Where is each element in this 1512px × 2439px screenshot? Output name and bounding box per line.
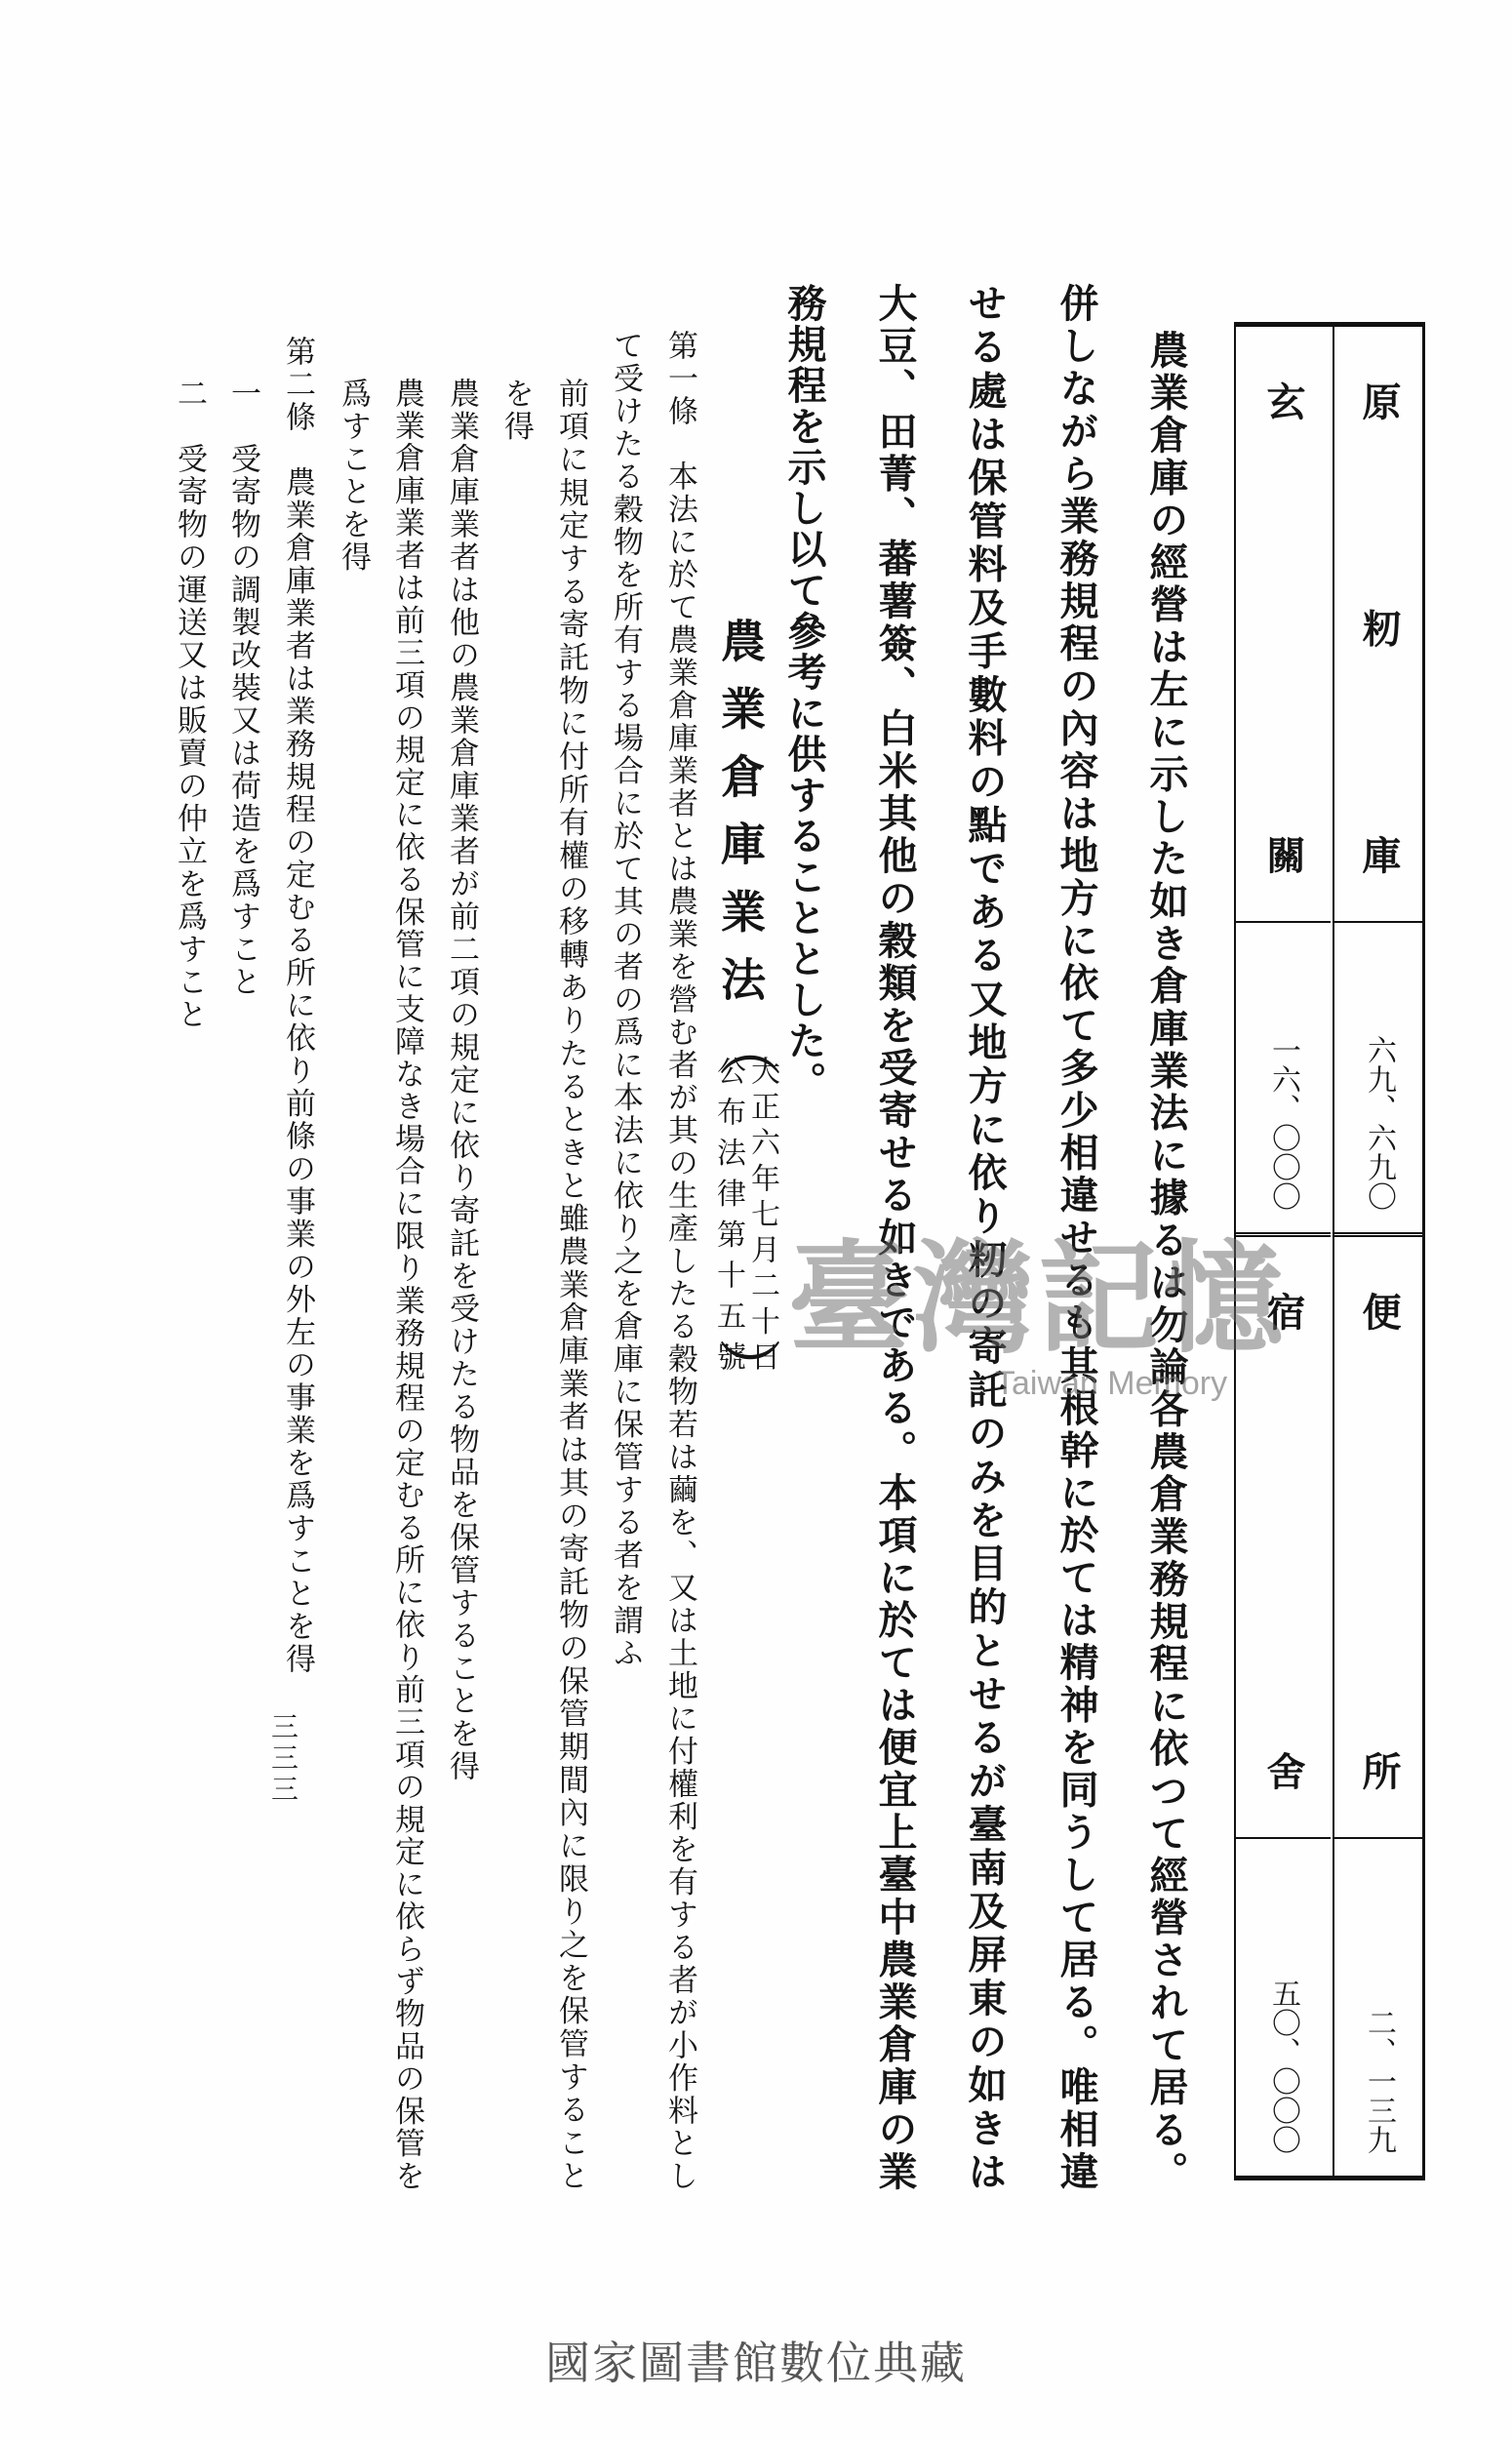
intro-column: 併しながら業務規程の內容は地方に依て多少相違せるも其根幹に於ては精神を同うして居る。唯相違 [1054, 283, 1099, 2190]
note-close-paren: ） [708, 1338, 780, 1400]
taiwan-memory-watermark-subtitle: Taiwan Memory [995, 1365, 1228, 1402]
law-article-column: 一 受寄物の調製改裝又は荷造を爲すこと [225, 378, 260, 999]
note-line: 大正六年七月二十日 [745, 1056, 779, 1371]
law-article-column: 二 受寄物の運送又は販賣の仲立を爲すこと [172, 378, 207, 1031]
archive-footer: 國家圖書館數位典藏 [545, 2337, 967, 2389]
law-article-column: 爲すことを得 [336, 378, 371, 574]
note-line: 公布法律第十五號 [711, 1056, 745, 1371]
intro-column: 農業倉庫の經營は左に示した如き倉庫業法に據るは勿論各農倉業務規程に依つて經營されて居る。 [1143, 330, 1189, 2190]
intro-column: 大豆、田菁、蕃薯簽、白米其他の穀類を受寄せる如きである。本項に於ては便宜上臺中農業倉庫の業 [872, 283, 918, 2190]
table-cell-label: 原籾庫 [1334, 327, 1422, 923]
law-article-column: て受けたる穀物を所有する場合に於て其の者の爲に本法に依り之を倉庫に保管する者を謂ふ [608, 330, 643, 1670]
taiwan-memory-watermark: 臺灣記憶 [788, 1228, 1289, 1370]
table-cell-value: 一六、〇〇〇 [1236, 923, 1331, 1237]
intro-column: せる處は保管料及手數料の點である又地方に依り籾の寄託のみを目的とせるが臺南及屏東の如きは [962, 283, 1008, 2190]
law-article-column: 農業倉庫業者は他の農業倉庫業者が前二項の規定に依り寄託を受けたる物品を保管することを得 [444, 378, 479, 1783]
law-article-column: 前項に規定する寄託物に付所有權の移轉ありたるときと雖農業倉庫業者は其の寄託物の保管期間內に限り之を保管すること [553, 378, 588, 2191]
law-article-column: を得 [498, 378, 534, 443]
table-cell-label: 宿舍 [1236, 1237, 1331, 1839]
law-enactment-note [704, 1015, 784, 1400]
page-number: 三三三 [267, 1712, 299, 1806]
table-cell-value: 二、一三九 [1362, 2008, 1396, 2154]
law-article-column: 農業倉庫業者は前三項の規定に依る保管に支障なき場合に限り業務規程の定むる所に依り前三項の規定に依らず物品の保管を [389, 378, 424, 2190]
table-cell-value: 六九、六九〇 [1334, 923, 1422, 1237]
note-open-paren: （ [708, 1015, 780, 1077]
law-article-column: 第一條 本法に於て農業倉庫業者とは農業を營む者が其の生產したる穀物若は繭を、又は土地に付權利を有する者が小作料とし [662, 330, 697, 2190]
table-column [1333, 327, 1422, 2176]
law-title: 農業倉庫業法 [714, 618, 767, 1001]
law-article-column: 第二條 農業倉庫業者は業務規程の定むる所に依り前條の事業の外左の事業を爲すことを得 [280, 336, 315, 1676]
table-cell-label: 便所 [1334, 1237, 1422, 1839]
table-cell-value: 五〇、〇〇〇 [1266, 1979, 1300, 2154]
table-cell-label: 玄關 [1236, 327, 1331, 923]
intro-column: 務規程を示し以て參考に供することとした。 [781, 283, 827, 1102]
